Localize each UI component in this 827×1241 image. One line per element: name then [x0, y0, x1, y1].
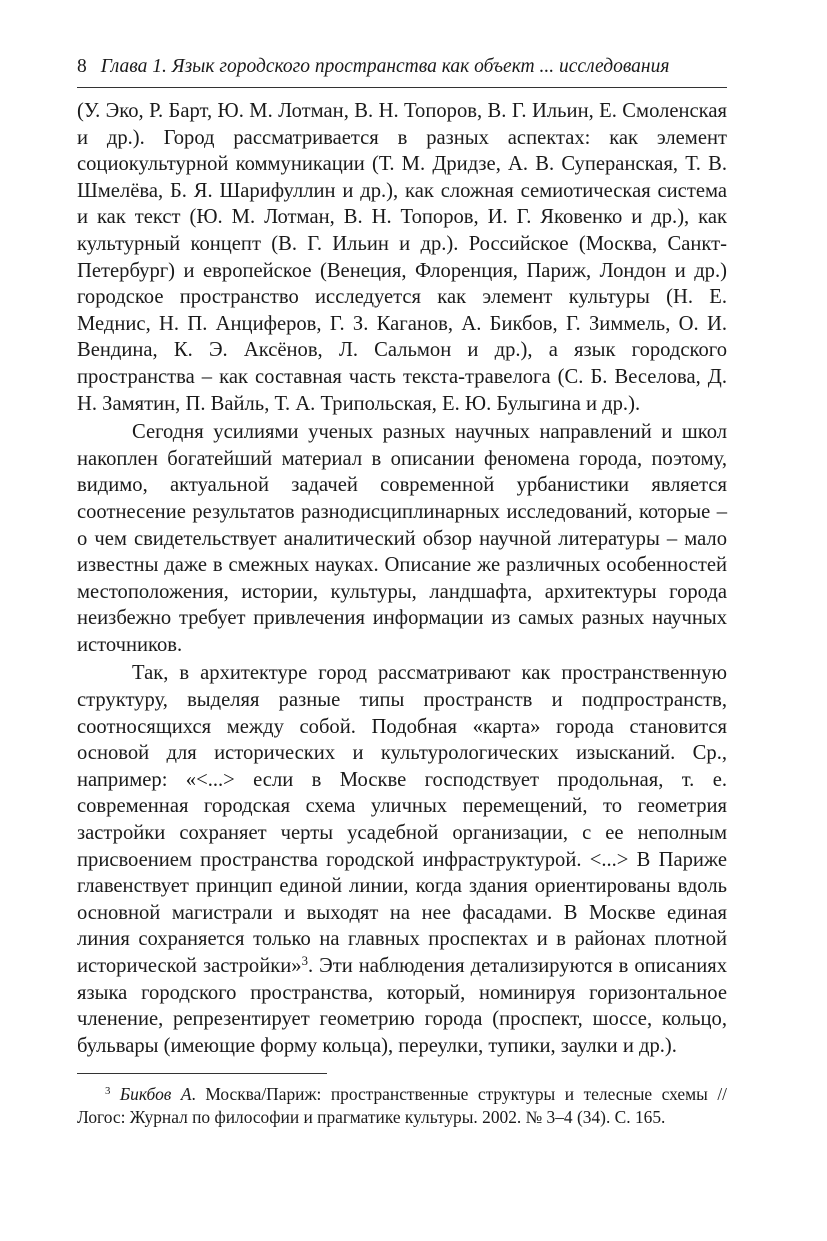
footnote-author: Бикбов А	[119, 1084, 192, 1104]
paragraph-text: Так, в архитектуре город рассматривают как пространственную структуру, выделяя разные типы пространств и подпространств, соотносящихся между собой. Подобная «карта» города становится основой для исторических и культурологических изысканий. Ср., например: «<...> если в Москве господствует продольная, т. е. современная городская схема уличных перемещений, то геометрия застройки сохраняет черты усадебной организации, с ее неполным присвоением пространства городской инфраструктурой. <...> В Париже главенствует принцип единой линии, когда здания ориентированы вдоль основной магистрали и выходят на нее фасадами. В Москве единая линия сохраняется только на главных проспектах и в районах плотной исторической застройки»	[77, 662, 727, 977]
chapter-title: Глава 1. Язык городского пространства как объект ... исследования	[100, 56, 670, 77]
footnote-separator	[77, 1073, 327, 1074]
page-number: 8	[77, 56, 87, 77]
footnote-reference[interactable]: 3	[301, 953, 308, 968]
paragraph-with-quote	[77, 660, 727, 1059]
footnote	[77, 1083, 727, 1130]
paragraph-continued: (У. Эко, Р. Барт, Ю. М. Лотман, В. Н. Топоров, В. Г. Ильин, Е. Смоленская и др.). Город рассматривается в разных аспектах: как элемент социокультурной коммуникации (Т. М. Дридзе, А. В. Суперанская, Т. В. Шмелёва, Б. Я. Шарифуллин и др.), как сложная семиотическая система и как текст (Ю. М. Лотман, В. Н. Топоров, И. Г. Яковенко и др.), как культурный концепт (В. Г. Ильин и др.). Российское (Москва, Санкт-Петербург) и европейское (Венеция, Флоренция, Париж, Лондон и др.) городское пространство исследуется как элемент культуры (Н. Е. Меднис, Н. П. Анциферов, Г. З. Каганов, А. Бикбов, Г. Зиммель, О. И. Вендина, К. Э. Аксёнов, Л. Сальмон и др.), а язык городского пространства – как составная часть текста-травелога (С. Б. Веселова, Д. Н. Замятин, П. Вайль, Т. А. Трипольская, Е. Ю. Булыгина и др.).	[77, 100, 727, 415]
header-rule	[77, 87, 727, 88]
body-text	[77, 98, 727, 1059]
running-head	[77, 55, 727, 79]
footnote-body	[77, 1083, 727, 1130]
paragraph: Сегодня усилиями ученых разных научных направлений и школ накоплен богатейший материал в описании феномена города, поэтому, видимо, актуальной задачей современной урбанистики является соотнесение результатов разнодисциплинарных исследований, которые – о чем свидетельствует аналитический обзор научной литературы – мало известны даже в смежных науках. Описание же различных особенностей местоположения, истории, культуры, ландшафта, архитектуры города неизбежно требует привлечения информации из самых разных научных источников.	[77, 421, 727, 656]
footnote-number: 3	[105, 1085, 111, 1098]
footnote-text: . Москва/Париж: пространственные структуры и телесные схемы // Логос: Журнал по философии и прагматике культуры. 2002. № 3–4 (34). С. 165.	[77, 1084, 727, 1128]
paragraph-text: . Эти наблюдения детализируются в описаниях языка городского пространства, который, номинируя горизонтальное членение, репрезентирует геометрию города (проспект, шоссе, кольцо, бульвары (имеющие форму кольца), переулки, тупики, заулки и др.).	[77, 955, 728, 1057]
